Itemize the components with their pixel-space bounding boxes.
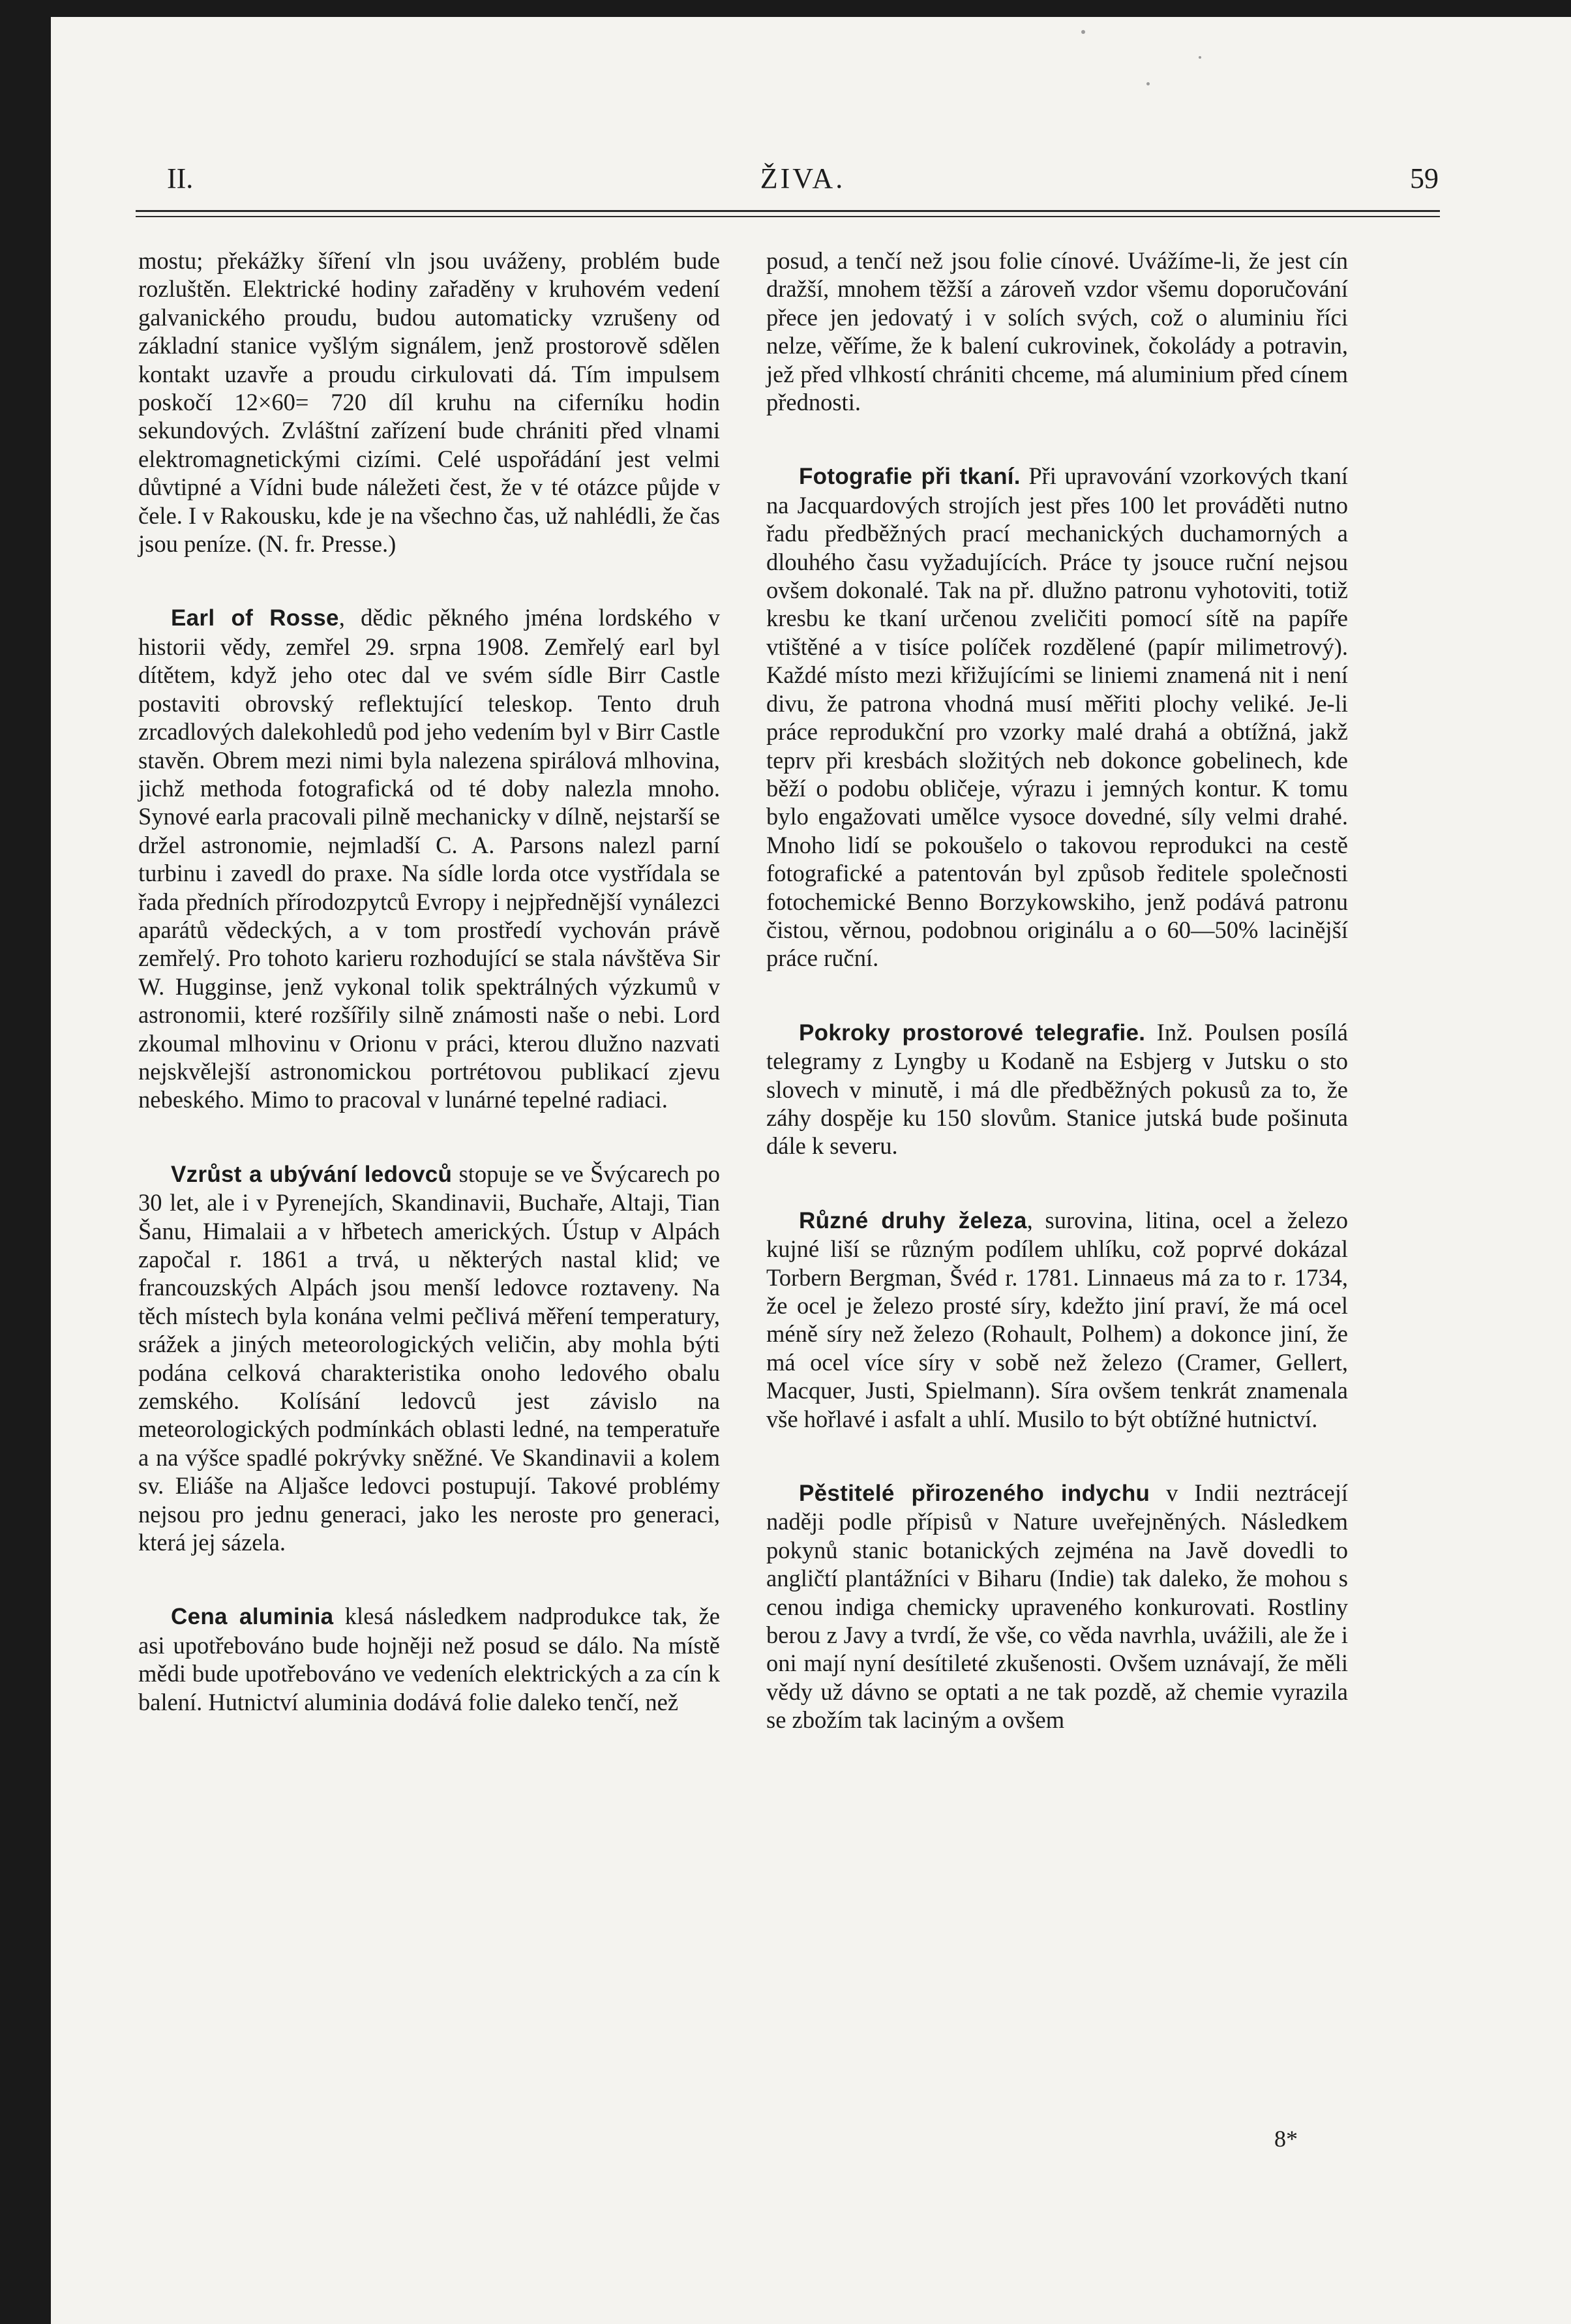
article-body: , dědic pěkného jména lordského v historii vědy, zemřel 29. srpna 1908. Zemřelý earl byl dítětem, když jeho otec dal ve svém sídle Birr Castle postaviti obrovský reflektující teleskop. Tento druh zrcadlových dalekohledů pod jeho vedením byl v Birr Castle stavěn. Obrem mezi nimi byla nalezena spirálová mlhovina, jichž methoda fotografická od té doby nalezla mnoho. Synové earla pracovali pilně mechanicky v dílně, nejstarší se držel astronomie, nejmladší C. A. Parsons nalezl parní turbinu i zavedl do praxe. Na sídle lorda otce vystřídala se řada předních přírodozpytců Evropy i nejpřednější vynálezci aparátů vědeckých, a v tom prostředí vychován právě zemřelý. Pro tohoto karieru rozhodující se stala návštěva Sir W. Hugginse, jenž vykonal tolik spektrálných výzkumů v astronomii, které rozšířily silně známosti naše o nebi. Lord zkoumal mlhovinu v Orionu v práci, kterou dlužno nazvati nejskvělejší astronomickou portrétovou publikací zjevu nebeského. Mimo to pracoval v lunárné tepelné radiaci. (138, 604, 721, 1113)
article-continuation (766, 247, 1348, 416)
article-title: Earl of Rosse (171, 605, 339, 631)
article (766, 1479, 1348, 1734)
article-body: stopuje se ve Švýcarech po 30 let, ale i v Pyrenejích, Skandinavii, Buchaře, Altaji, Tian Šanu, Himalaii a v hřbetech amerických. Ústup v Alpách započal r. 1861 a trvá, u některých nastal klid; ve francouzských Alpách jsou menší ledovce roztaveny. Na těch místech byla konána velmi pečlivá měření temperatury, srážek a jiných meteorologických veličin, aby mohla býti podána celková charakteristika onoho ledového obalu zemského. Kolísání ledovců jest závislo na meteorologických podmínkách oblasti ledné, na temperatuře a na výšce spadlé pokrývky sněžné. Ve Skandinavii a kolem sv. Eliáše na Aljašce ledovci postupují. Takové problémy nejsou pro jednu generaci, jako les neroste pro generaci, která jej sázela. (138, 1160, 720, 1556)
signature-mark: 8* (1274, 2126, 1298, 2152)
page-number: 59 (1410, 162, 1439, 194)
article-body: Inž. Poulsen posílá telegramy z Lyngby u Kodaně na Esbjerg v Jutsku o sto slovech v minutě, i má dle předběžných pokusů za to, že záhy dospěje ku 150 slovům. Stanice jutská bude pošinuta dále k severu. (766, 1018, 1348, 1160)
right-column (766, 247, 1348, 1780)
article (766, 1018, 1348, 1160)
paper-speck (1081, 30, 1085, 34)
article-title: Fotografie při tkaní. (799, 464, 1021, 490)
article-body: Při upravování vzorkových tkaní na Jacquardových strojích jest přes 100 let prováděti nutno řadu předběžných prací mechanických duchamorných a dlouhého času vyžadujících. Práce ty jsouce ruční nejsou ovšem dokonalé. Tak na př. dlužno patronu vyhotoviti, totiž kresbu ke tkaní určenou zveličiti pomocí sítě na papíře vtištěné a v tisíce políček rozdělené (papír milimetrový). Každé místo mezi křižujícími se liniemi znamená nit i není divu, že patrona vhodná musí měřiti plochy veliké. Je-li práce reprodukční pro vzorky malé drahá a obtížná, jakž teprv při kresbách složitých neb dokonce gobelinech, kde běží o podobu obličeje, výrazu i jemných kontur. K tomu bylo engažovati umělce vysoce dovedné, síly velmi drahé. Mnoho lidí se pokoušelo o takovou reprodukci na cestě fotografické a patentován byl způsob ředitele společnosti fotochemické Benno Borzykowskiho, jenž podává patronu čistou, věrnou, podobnou originálu a o 60—50% lacinější práce ruční. (766, 462, 1348, 972)
left-column (138, 247, 720, 1762)
paper-speck (1199, 56, 1201, 59)
article (138, 603, 720, 1113)
article-body: posud, a tenčí než jsou folie cínové. Uvážíme-li, že jest cín dražší, mnohem těžší a zároveň vzdor všemu doporučování přece jen jedovatý i v solích svých, což o aluminiu říci nelze, věříme, že k balení cukrovinek, čokolády a potravin, jež před vlhkostí chrániti chceme, má aluminium před cínem přednosti. (766, 247, 1348, 416)
article (766, 1206, 1348, 1433)
header-rule-thin (136, 216, 1440, 217)
article (138, 1602, 720, 1716)
article-title: Pokroky prostorové telegrafie. (799, 1019, 1146, 1046)
journal-page (51, 17, 1571, 2324)
article-continuation (138, 247, 720, 558)
journal-title: ŽIVA. (760, 162, 846, 194)
article-body: klesá následkem nadprodukce tak, že asi upotřebováno bude hojněji než posud se dálo. Na místě mědi bude upotřebováno ve vedeních elektrických a za cín k balení. Hutnictví aluminia dodává folie daleko tenčí, než (138, 1603, 720, 1715)
article (138, 1160, 720, 1557)
article-title: Vzrůst a ubývání ledovců (171, 1161, 453, 1187)
article-title: Různé druhy železa (799, 1207, 1027, 1233)
volume-label: II. (167, 162, 194, 194)
running-header (167, 162, 1439, 201)
header-rule (136, 210, 1440, 212)
paper-speck (1146, 82, 1150, 85)
article-body: mostu; překážky šíření vln jsou uváženy, problém bude rozluštěn. Elektrické hodiny zařaděny v kruhovém vedení galvanického proudu, budou automaticky vzrušeny od základní stanice vyšlým signálem, jenž prostorově sdělen kontakt uzavře a proudu cirkulovati dá. Tím impulsem poskočí 12×60= 720 díl kruhu na ciferníku hodin sekundových. Zvláštní zařízení bude chrániti před vlnami elektromagnetickými cizími. Celé uspořádání jest velmi důvtipné a Vídni bude náležeti čest, že v té otázce půjde v čele. I v Rakousku, kde je na všechno čas, už nahlédli, že čas jsou peníze. (N. fr. Presse.) (138, 247, 720, 558)
article-title: Cena aluminia (171, 1604, 334, 1630)
article-body: , surovina, litina, ocel a železo kujné liší se různým podílem uhlíku, což poprvé dokázal Torbern Bergman, Švéd r. 1781. Linnaeus má za to r. 1734, že ocel je železo prosté síry, kdežto jiní praví, že má ocel méně síry než železo (Rohault, Polhem) a dokonce jiní, že má ocel více síry v sobě než železo (Cramer, Gellert, Macquer, Justi, Spielmann). Síra ovšem tenkrát znamenala vše hořlavé i asfalt a uhlí. Musilo to být obtížné hutnictví. (766, 1206, 1348, 1432)
article-title: Pěstitelé přirozeného indychu (799, 1481, 1150, 1507)
article (766, 462, 1348, 972)
article-body: v Indii neztrácejí naději podle přípisů v Nature uveřejněných. Následkem pokynů stanic botanických zejména na Javě dovedli to angličtí plantážníci v Biharu (Indie) tak daleko, že mohou s cenou indiga chemicky upraveného konkurovati. Rostliny berou z Javy a tvrdí, že vše, co věda navrhla, uvážili, ale že i oni mají nyní desítileté zkušenosti. Ovšem uznávají, že měli vědy už dávno se optati a ne tak pozdě, až chemie vyrazila se zbožím tak laciným a ovšem (766, 1479, 1348, 1734)
